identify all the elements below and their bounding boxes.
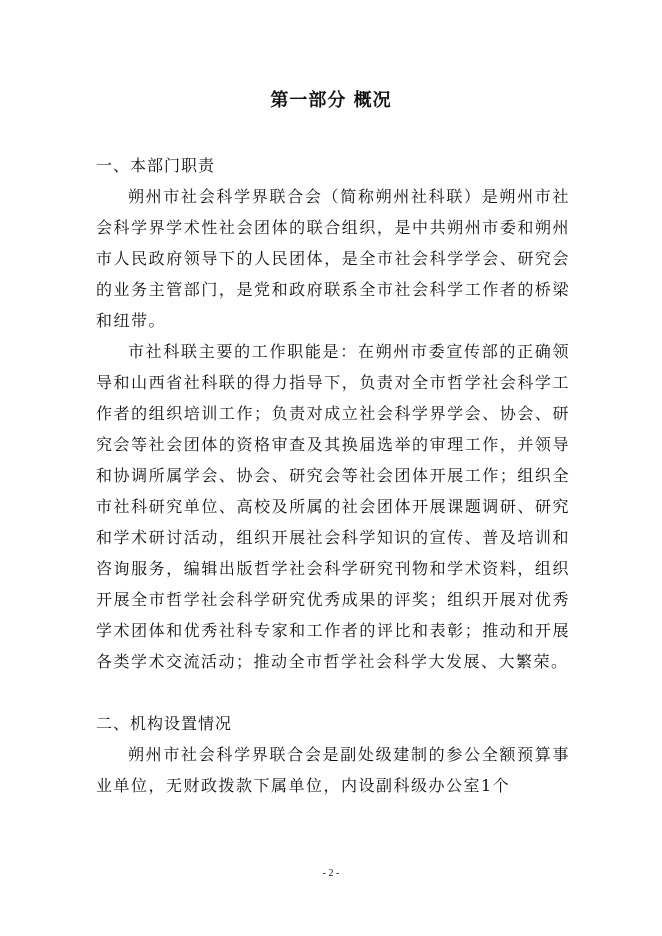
section-heading-duties: 一、本部门职责 bbox=[96, 156, 216, 175]
duties-paragraph-1: 朔州市社会科学界联合会（简称朔州社科联）是朔州市社会科学界学术性社会团体的联合组织，是中共朔州市委和朔州市人民政府领导下的人民团体，是全市社会科学学会、研究会的业务主管部门，是党和政府联系全市社会科学工作者的桥梁和纽带。 bbox=[96, 187, 570, 330]
page-title: 第一部分 概况 bbox=[270, 90, 392, 111]
section-heading-organization: 二、机构设置情况 bbox=[96, 714, 233, 733]
duties-paragraph-2: 市社科联主要的工作职能是：在朔州市委宣传部的正确领导和山西省社科联的得力指导下，负责对全市哲学社会科学工作者的组织培训工作；负责对成立社会科学界学会、协会、研究会等社会团体的资格审查及其换届选举的审理工作，并领导和协调所属学会、协会、研究会等社会团体开展工作；组织全市社科研究单位、高校及所属的社会团体开展课题调研、研究和学术研讨活动，组织开展社会科学知识的宣传、普及培训和咨询服务，编辑出版哲学社会科学研究刊物和学术资料，组织开展全市哲学社会科学研究优秀成果的评奖；组织开展对优秀学术团体和优秀社科专家和工作者的评比和表彰；推动和开展各类学术交流活动；推动全市哲学社会科学大发展、大繁荣。 bbox=[96, 342, 570, 671]
page-number: - 2 - bbox=[322, 868, 340, 879]
document-body bbox=[96, 150, 570, 801]
section-spacer bbox=[96, 677, 570, 708]
organization-paragraph-1: 朔州市社会科学界联合会是副处级建制的参公全额预算事业单位，无财政拨款下属单位，内设副科级办公室1个 bbox=[96, 745, 570, 795]
